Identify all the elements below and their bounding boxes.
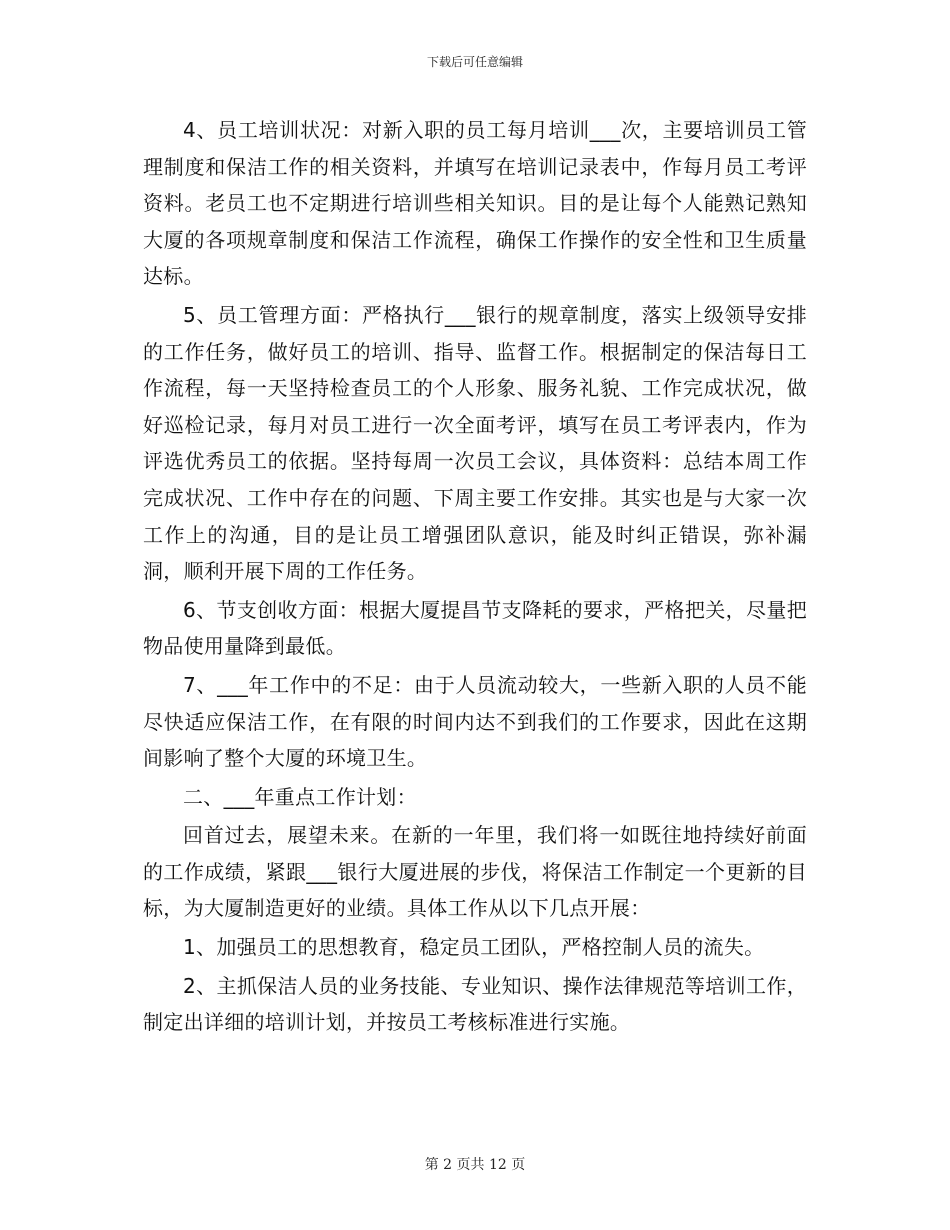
paragraph-staff-management: 5、员工管理方面：严格执行___银行的规章制度，落实上级领导安排的工作任务，做好员工的培训、指导、监督工作。根据制定的保洁每日工作流程，每一天坚持检查员工的个人形象、服务礼貌、工作完成状况，做好巡检记录，每月对员工进行一次全面考评，填写在员工考评表内，作为评选优秀员工的依据。坚持每周一次员工会议，具体资料：总结本周工作完成状况、工作中存在的问题、下周主要工作安排。其实也是与大家一次工作上的沟通，目的是让员工增强团队意识，能及时纠正错误，弥补漏洞，顺利开展下周的工作任务。 (143, 302, 807, 584)
paragraph-plan-item-1: 1、加强员工的思想教育，稳定员工团队，严格控制人员的流失。 (183, 935, 765, 960)
section-heading-work-plan: 二、___年重点工作计划： (183, 784, 417, 809)
page-header: 下载后可任意编辑 (426, 55, 523, 69)
document-body (143, 112, 807, 1043)
page-number: 第 2 页共 12 页 (424, 1157, 526, 1173)
paragraph-shortcomings: 7、___年工作中的不足：由于人员流动较大，一些新入职的人员不能尽快适应保洁工作，在有限的时间内达不到我们的工作要求，因此在这期间影响了整个大厦的环境卫生。 (143, 672, 807, 771)
paragraph-staff-training: 4、员工培训状况：对新入职的员工每月培训___次，主要培训员工管理制度和保洁工作的相关资料，并填写在培训记录表中，作每月员工考评资料。老员工也不定期进行培训些相关知识。目的是让每个人能熟记熟知大厦的各项规章制度和保洁工作流程，确保工作操作的安全性和卫生质量达标。 (143, 118, 807, 289)
paragraph-plan-item-2: 2、主抓保洁人员的业务技能、专业知识、操作法律规范等培训工作，制定出详细的培训计划，并按员工考核标准进行实施。 (143, 973, 807, 1035)
paragraph-cost-saving: 6、节支创收方面：根据大厦提昌节支降耗的要求，严格把关，尽量把物品使用量降到最低。 (143, 597, 807, 659)
paragraph-outlook: 回首过去，展望未来。在新的一年里，我们将一如既往地持续好前面的工作成绩，紧跟___银行大厦进展的步伐，将保洁工作制定一个更新的目标，为大厦制造更好的业绩。具体工作从以下几点开展： (143, 823, 807, 921)
